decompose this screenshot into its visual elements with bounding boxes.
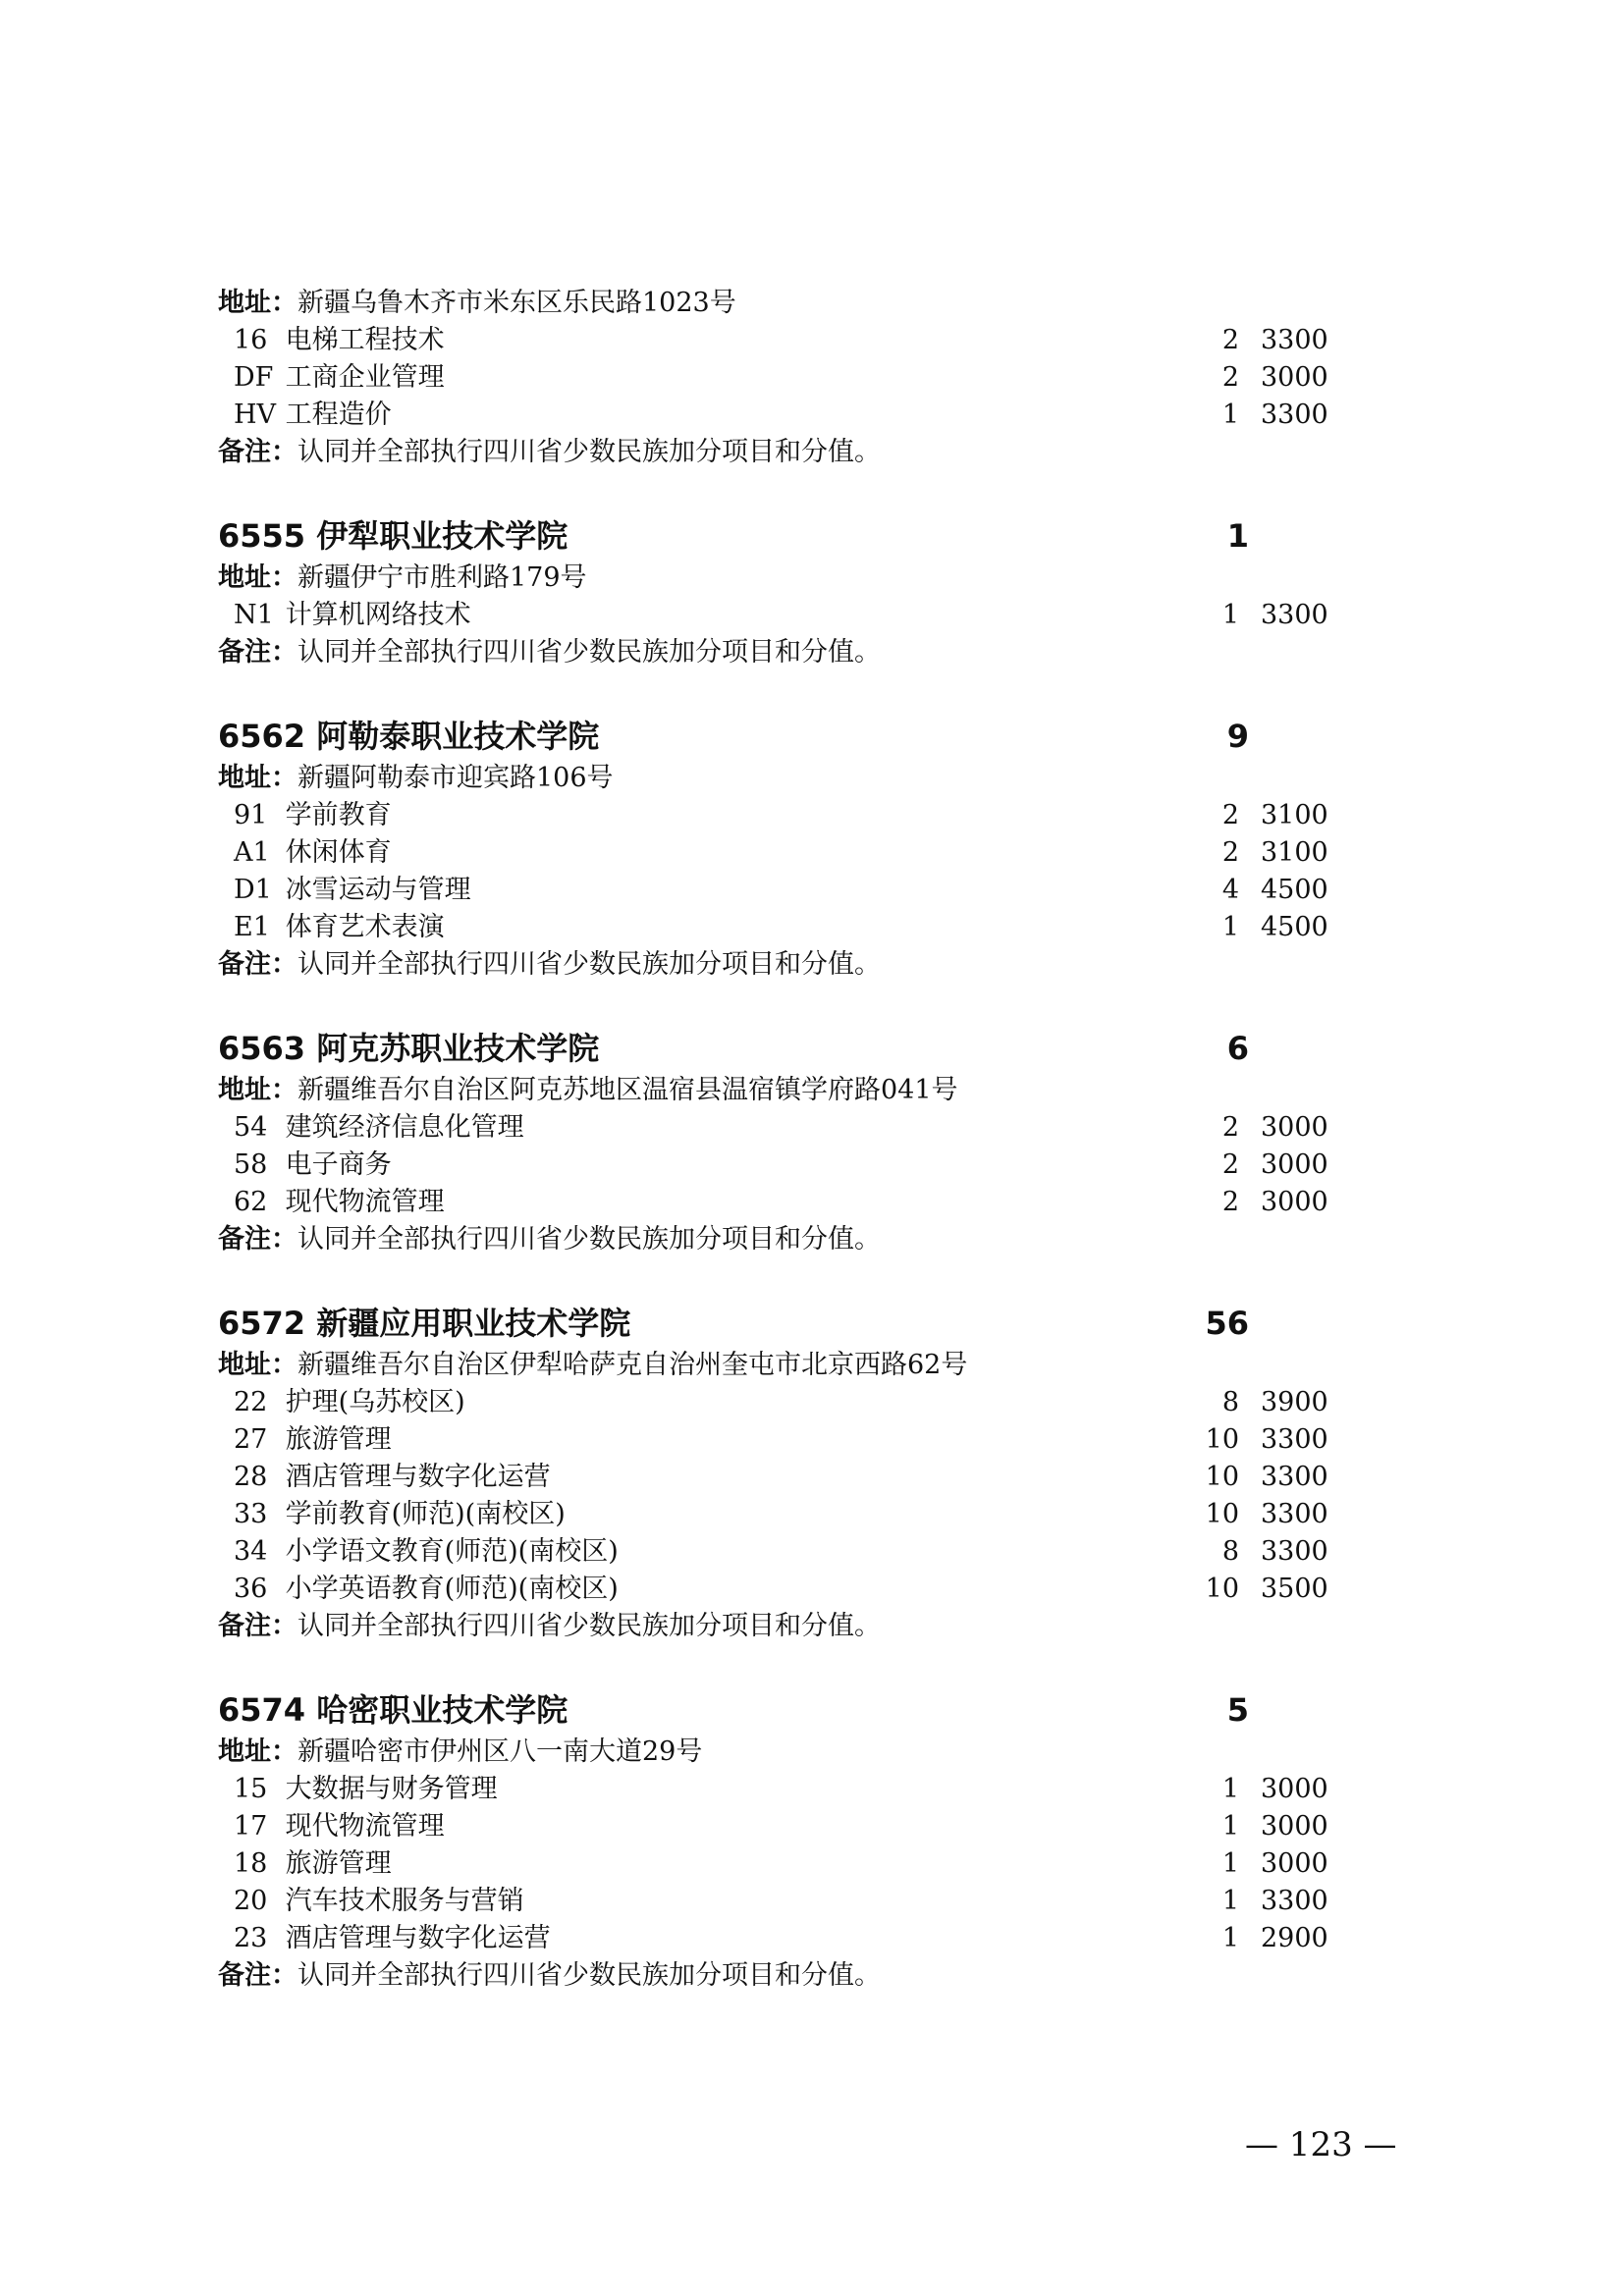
- major-name: 旅游管理: [285, 1424, 392, 1455]
- major-code: 58: [234, 1149, 268, 1180]
- tuition-fee: 3000: [1261, 1112, 1328, 1143]
- school-code: 6572: [218, 1305, 306, 1342]
- enrollment-count: 1: [1221, 400, 1239, 430]
- major-name: 计算机网络技术: [285, 600, 471, 630]
- note-line: [218, 1608, 1396, 1645]
- major-code: 22: [234, 1387, 268, 1417]
- tuition-fee: 2900: [1261, 1923, 1328, 1953]
- tuition-fee: 3100: [1261, 800, 1328, 830]
- enrollment-count: 8: [1221, 1536, 1239, 1567]
- tuition-fee: 3300: [1261, 1536, 1328, 1567]
- tuition-fee: 3900: [1261, 1387, 1328, 1417]
- major-code: 17: [234, 1811, 268, 1842]
- major-name: 电梯工程技术: [285, 325, 445, 355]
- major-code: D1: [234, 875, 272, 905]
- school-block: [218, 1300, 1396, 1645]
- major-row: [218, 1184, 1396, 1221]
- tuition-fee: 3000: [1261, 362, 1328, 393]
- school-code: 6563: [218, 1030, 306, 1067]
- major-code: HV: [234, 400, 277, 430]
- major-code: 62: [234, 1187, 268, 1217]
- major-name: 学前教育(师范)(南校区): [285, 1499, 566, 1529]
- address-line: [218, 560, 1396, 597]
- school-name: 伊犁职业技术学院: [316, 517, 568, 555]
- school-code: 6555: [218, 517, 306, 555]
- page-content: [218, 285, 1396, 2036]
- note-label: 备注：: [218, 437, 298, 467]
- major-row: [218, 797, 1396, 834]
- school-header: [218, 1300, 1396, 1347]
- enrollment-count: 2: [1221, 837, 1239, 868]
- note-text: 认同并全部执行四川省少数民族加分项目和分值。: [298, 637, 881, 667]
- major-code: 20: [234, 1886, 268, 1916]
- enrollment-count: 10: [1205, 1574, 1239, 1604]
- school-total: 1: [1226, 517, 1249, 555]
- major-name: 大数据与财务管理: [285, 1774, 498, 1804]
- school-header: [218, 1686, 1396, 1734]
- major-code: A1: [234, 837, 270, 868]
- address-text: 新疆维吾尔自治区伊犁哈萨克自治州奎屯市北京西路62号: [298, 1350, 968, 1380]
- major-row: [218, 1533, 1396, 1571]
- major-row: [218, 1845, 1396, 1883]
- address-label: 地址：: [218, 288, 298, 318]
- address-text: 新疆哈密市伊州区八一南大道29号: [298, 1736, 703, 1767]
- major-row: [218, 1496, 1396, 1533]
- tuition-fee: 3300: [1261, 600, 1328, 630]
- major-row: [218, 872, 1396, 909]
- major-row: [218, 1771, 1396, 1808]
- enrollment-count: 1: [1221, 912, 1239, 942]
- major-name: 工商企业管理: [285, 362, 445, 393]
- major-name: 酒店管理与数字化运营: [285, 1462, 551, 1492]
- major-name: 现代物流管理: [285, 1187, 445, 1217]
- tuition-fee: 3300: [1261, 1886, 1328, 1916]
- tuition-fee: 3300: [1261, 325, 1328, 355]
- major-name: 冰雪运动与管理: [285, 875, 471, 905]
- major-code: 91: [234, 800, 268, 830]
- major-name: 休闲体育: [285, 837, 392, 868]
- major-code: 18: [234, 1848, 268, 1879]
- major-row: [218, 322, 1396, 359]
- major-name: 旅游管理: [285, 1848, 392, 1879]
- page-number: — 123 —: [1245, 2125, 1397, 2164]
- note-label: 备注：: [218, 949, 298, 980]
- major-row: [218, 1421, 1396, 1459]
- major-row: [218, 834, 1396, 872]
- major-name: 电子商务: [285, 1149, 392, 1180]
- major-name: 体育艺术表演: [285, 912, 445, 942]
- tuition-fee: 3500: [1261, 1574, 1328, 1604]
- major-row: [218, 1147, 1396, 1184]
- enrollment-count: 1: [1221, 1811, 1239, 1842]
- major-code: 27: [234, 1424, 268, 1455]
- tuition-fee: 3100: [1261, 837, 1328, 868]
- school-total: 9: [1226, 718, 1249, 755]
- enrollment-count: 2: [1221, 800, 1239, 830]
- major-code: E1: [234, 912, 270, 942]
- enrollment-count: 10: [1205, 1499, 1239, 1529]
- major-name: 现代物流管理: [285, 1811, 445, 1842]
- address-line: [218, 1347, 1396, 1384]
- note-label: 备注：: [218, 1611, 298, 1641]
- tuition-fee: 3000: [1261, 1774, 1328, 1804]
- tuition-fee: 4500: [1261, 875, 1328, 905]
- major-name: 小学语文教育(师范)(南校区): [285, 1536, 619, 1567]
- address-text: 新疆维吾尔自治区阿克苏地区温宿县温宿镇学府路041号: [298, 1075, 958, 1105]
- tuition-fee: 3000: [1261, 1149, 1328, 1180]
- address-text: 新疆伊宁市胜利路179号: [298, 562, 587, 593]
- enrollment-count: 1: [1221, 1886, 1239, 1916]
- address-label: 地址：: [218, 1075, 298, 1105]
- major-row: [218, 1883, 1396, 1920]
- major-name: 工程造价: [285, 400, 392, 430]
- major-code: 34: [234, 1536, 268, 1567]
- tuition-fee: 3300: [1261, 400, 1328, 430]
- enrollment-count: 2: [1221, 1149, 1239, 1180]
- note-line: [218, 946, 1396, 984]
- address-line: [218, 760, 1396, 797]
- school-header: [218, 713, 1396, 760]
- tuition-fee: 3300: [1261, 1462, 1328, 1492]
- major-name: 建筑经济信息化管理: [285, 1112, 524, 1143]
- note-label: 备注：: [218, 1224, 298, 1255]
- major-code: 15: [234, 1774, 268, 1804]
- major-row: [218, 1571, 1396, 1608]
- major-code: N1: [234, 600, 274, 630]
- major-name: 护理(乌苏校区): [285, 1387, 465, 1417]
- major-row: [218, 1808, 1396, 1845]
- school-name: 阿克苏职业技术学院: [316, 1030, 600, 1067]
- school-code: 6574: [218, 1691, 306, 1729]
- tuition-fee: 3300: [1261, 1499, 1328, 1529]
- address-text: 新疆阿勒泰市迎宾路106号: [298, 763, 614, 793]
- address-text: 新疆乌鲁木齐市米东区乐民路1023号: [298, 288, 736, 318]
- major-row: [218, 1109, 1396, 1147]
- major-name: 小学英语教育(师范)(南校区): [285, 1574, 619, 1604]
- address-line: [218, 1734, 1396, 1771]
- school-name: 哈密职业技术学院: [316, 1691, 568, 1729]
- note-text: 认同并全部执行四川省少数民族加分项目和分值。: [298, 437, 881, 467]
- school-block: [218, 1025, 1396, 1258]
- note-text: 认同并全部执行四川省少数民族加分项目和分值。: [298, 1224, 881, 1255]
- school-name: 新疆应用职业技术学院: [316, 1305, 631, 1342]
- major-row: [218, 1384, 1396, 1421]
- address-label: 地址：: [218, 562, 298, 593]
- address-line: [218, 285, 1396, 322]
- note-text: 认同并全部执行四川省少数民族加分项目和分值。: [298, 1611, 881, 1641]
- tuition-fee: 3000: [1261, 1848, 1328, 1879]
- note-line: [218, 1221, 1396, 1258]
- school-header: [218, 1025, 1396, 1072]
- enrollment-count: 10: [1205, 1462, 1239, 1492]
- enrollment-count: 2: [1221, 325, 1239, 355]
- major-row: [218, 1459, 1396, 1496]
- tuition-fee: 3000: [1261, 1811, 1328, 1842]
- major-code: 23: [234, 1923, 268, 1953]
- major-row: [218, 1920, 1396, 1957]
- enrollment-count: 2: [1221, 1112, 1239, 1143]
- major-name: 学前教育: [285, 800, 392, 830]
- continued-school-block: [218, 285, 1396, 471]
- school-header: [218, 512, 1396, 560]
- major-name: 酒店管理与数字化运营: [285, 1923, 551, 1953]
- address-label: 地址：: [218, 763, 298, 793]
- note-line: [218, 1957, 1396, 1995]
- enrollment-count: 1: [1221, 1848, 1239, 1879]
- school-total: 6: [1226, 1030, 1249, 1067]
- enrollment-count: 8: [1221, 1387, 1239, 1417]
- enrollment-count: 1: [1221, 600, 1239, 630]
- major-list: [218, 322, 1396, 434]
- school-total: 56: [1205, 1305, 1249, 1342]
- note-line: [218, 634, 1396, 671]
- school-block: [218, 713, 1396, 984]
- address-line: [218, 1072, 1396, 1109]
- school-block: [218, 512, 1396, 671]
- note-label: 备注：: [218, 1960, 298, 1991]
- enrollment-count: 2: [1221, 1187, 1239, 1217]
- address-label: 地址：: [218, 1736, 298, 1767]
- major-code: 33: [234, 1499, 268, 1529]
- school-list: [218, 512, 1396, 1995]
- school-total: 5: [1226, 1691, 1249, 1729]
- note-text: 认同并全部执行四川省少数民族加分项目和分值。: [298, 1960, 881, 1991]
- school-name: 阿勒泰职业技术学院: [316, 718, 600, 755]
- enrollment-count: 1: [1221, 1923, 1239, 1953]
- tuition-fee: 3000: [1261, 1187, 1328, 1217]
- major-code: 36: [234, 1574, 268, 1604]
- note-label: 备注：: [218, 637, 298, 667]
- major-code: 16: [234, 325, 268, 355]
- major-row: [218, 397, 1396, 434]
- tuition-fee: 3300: [1261, 1424, 1328, 1455]
- school-code: 6562: [218, 718, 306, 755]
- enrollment-count: 4: [1221, 875, 1239, 905]
- enrollment-count: 1: [1221, 1774, 1239, 1804]
- school-block: [218, 1686, 1396, 1995]
- major-row: [218, 909, 1396, 946]
- major-row: [218, 359, 1396, 397]
- tuition-fee: 4500: [1261, 912, 1328, 942]
- major-row: [218, 597, 1396, 634]
- major-code: DF: [234, 362, 274, 393]
- note-text: 认同并全部执行四川省少数民族加分项目和分值。: [298, 949, 881, 980]
- major-code: 54: [234, 1112, 268, 1143]
- major-code: 28: [234, 1462, 268, 1492]
- address-label: 地址：: [218, 1350, 298, 1380]
- major-name: 汽车技术服务与营销: [285, 1886, 524, 1916]
- note-line: [218, 434, 1396, 471]
- enrollment-count: 10: [1205, 1424, 1239, 1455]
- enrollment-count: 2: [1221, 362, 1239, 393]
